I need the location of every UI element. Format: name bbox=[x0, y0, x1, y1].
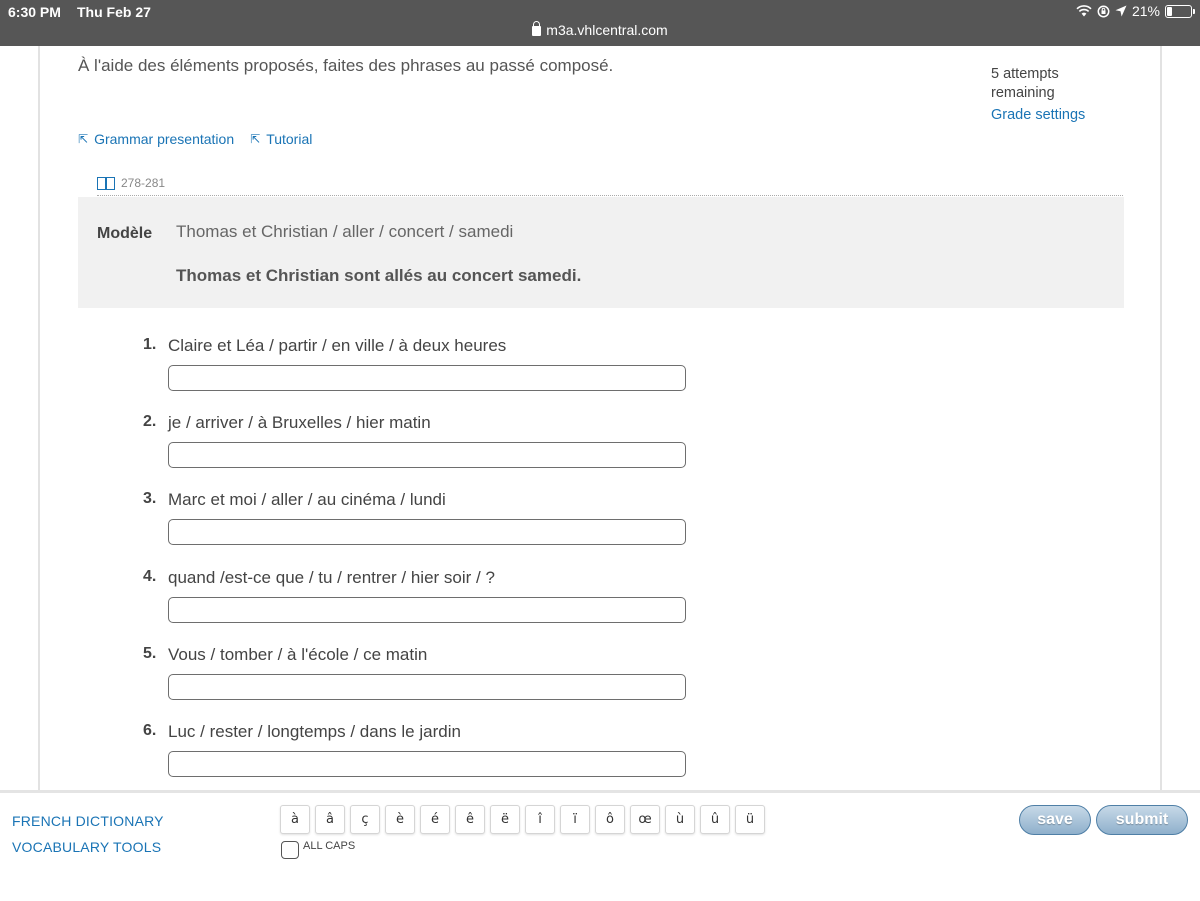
french-dictionary-link[interactable]: FRENCH DICTIONARY bbox=[12, 813, 164, 829]
answer-input-5[interactable] bbox=[168, 674, 686, 700]
grade-settings-link[interactable]: Grade settings bbox=[991, 107, 1086, 123]
all-caps-checkbox[interactable] bbox=[281, 841, 299, 859]
answer-input-3[interactable] bbox=[168, 519, 686, 545]
answer-input-1[interactable] bbox=[168, 365, 686, 391]
battery-icon bbox=[1165, 5, 1192, 18]
textbook-page-ref[interactable] bbox=[97, 176, 165, 190]
status-time: 6:30 PM bbox=[8, 4, 61, 20]
accent-button[interactable]: à bbox=[280, 805, 310, 834]
question-prompt: Marc et moi / aller / au cinéma / lundi bbox=[168, 490, 446, 509]
accent-button[interactable]: é bbox=[420, 805, 450, 834]
question-prompt: je / arriver / à Bruxelles / hier matin bbox=[168, 413, 431, 432]
answer-input-2[interactable] bbox=[168, 442, 686, 468]
link-label: Tutorial bbox=[266, 131, 313, 147]
vocabulary-tools-link[interactable]: VOCABULARY TOOLS bbox=[12, 839, 162, 855]
model-answer: Thomas et Christian sont allés au concert samedi. bbox=[176, 266, 582, 285]
question-number: 3. bbox=[143, 490, 157, 507]
all-caps-toggle[interactable] bbox=[281, 840, 355, 859]
question-number: 2. bbox=[143, 413, 157, 430]
accent-button[interactable]: ê bbox=[455, 805, 485, 834]
answer-input-6[interactable] bbox=[168, 751, 686, 777]
question-prompt: quand /est-ce que / tu / rentrer / hier soir / ? bbox=[168, 568, 495, 587]
external-arrow-icon: ⇱ bbox=[250, 132, 261, 146]
accent-button[interactable]: è bbox=[385, 805, 415, 834]
status-date: Thu Feb 27 bbox=[77, 4, 151, 20]
accent-keyboard bbox=[280, 805, 765, 834]
grammar-presentation-link[interactable] bbox=[78, 131, 234, 147]
answer-input-4[interactable] bbox=[168, 597, 686, 623]
instructions: À l'aide des éléments proposés, faites des phrases au passé composé. bbox=[78, 56, 614, 75]
book-icon bbox=[97, 177, 115, 190]
divider bbox=[97, 195, 1123, 196]
accent-button[interactable]: œ bbox=[630, 805, 660, 834]
question-number: 1. bbox=[143, 336, 157, 353]
address-bar[interactable] bbox=[0, 22, 1200, 38]
model-prompt: Thomas et Christian / aller / concert / samedi bbox=[176, 222, 514, 241]
question-prompt: Claire et Léa / partir / en ville / à deux heures bbox=[168, 336, 507, 355]
accent-button[interactable]: ü bbox=[735, 805, 765, 834]
accent-button[interactable]: â bbox=[315, 805, 345, 834]
tutorial-link[interactable] bbox=[250, 131, 312, 147]
page-ref-text: 278-281 bbox=[121, 176, 166, 190]
save-button[interactable]: save bbox=[1019, 805, 1091, 835]
question-number: 6. bbox=[143, 722, 157, 739]
battery-percent: 21% bbox=[1131, 3, 1160, 19]
model-label: Modèle bbox=[97, 225, 153, 242]
resource-links bbox=[78, 131, 312, 147]
question-prompt: Luc / rester / longtemps / dans le jardin bbox=[168, 722, 461, 741]
accent-button[interactable]: û bbox=[700, 805, 730, 834]
accent-button[interactable]: î bbox=[525, 805, 555, 834]
status-indicators bbox=[1076, 3, 1192, 19]
accent-button[interactable]: ï bbox=[560, 805, 590, 834]
rotation-lock-icon bbox=[1097, 5, 1110, 18]
padlock-icon bbox=[532, 26, 541, 36]
accent-button[interactable]: ù bbox=[665, 805, 695, 834]
bottom-toolbar bbox=[0, 790, 1200, 901]
url-text: m3a.vhlcentral.com bbox=[546, 22, 668, 38]
attempts-remaining: 5 attempts remaining bbox=[991, 66, 1059, 101]
location-arrow-icon bbox=[1115, 5, 1127, 17]
wifi-icon bbox=[1076, 5, 1092, 17]
accent-button[interactable]: ë bbox=[490, 805, 520, 834]
activity-page bbox=[38, 46, 1162, 790]
model-example bbox=[78, 197, 1124, 308]
submit-button[interactable]: submit bbox=[1096, 805, 1188, 835]
accent-button[interactable]: ô bbox=[595, 805, 625, 834]
external-arrow-icon: ⇱ bbox=[78, 132, 89, 146]
question-number: 5. bbox=[143, 645, 157, 662]
status-bar bbox=[0, 0, 1200, 46]
accent-button[interactable]: ç bbox=[350, 805, 380, 834]
question-number: 4. bbox=[143, 568, 157, 585]
question-prompt: Vous / tomber / à l'école / ce matin bbox=[168, 645, 428, 664]
all-caps-label: ALL CAPS bbox=[303, 840, 356, 852]
link-label: Grammar presentation bbox=[94, 131, 235, 147]
